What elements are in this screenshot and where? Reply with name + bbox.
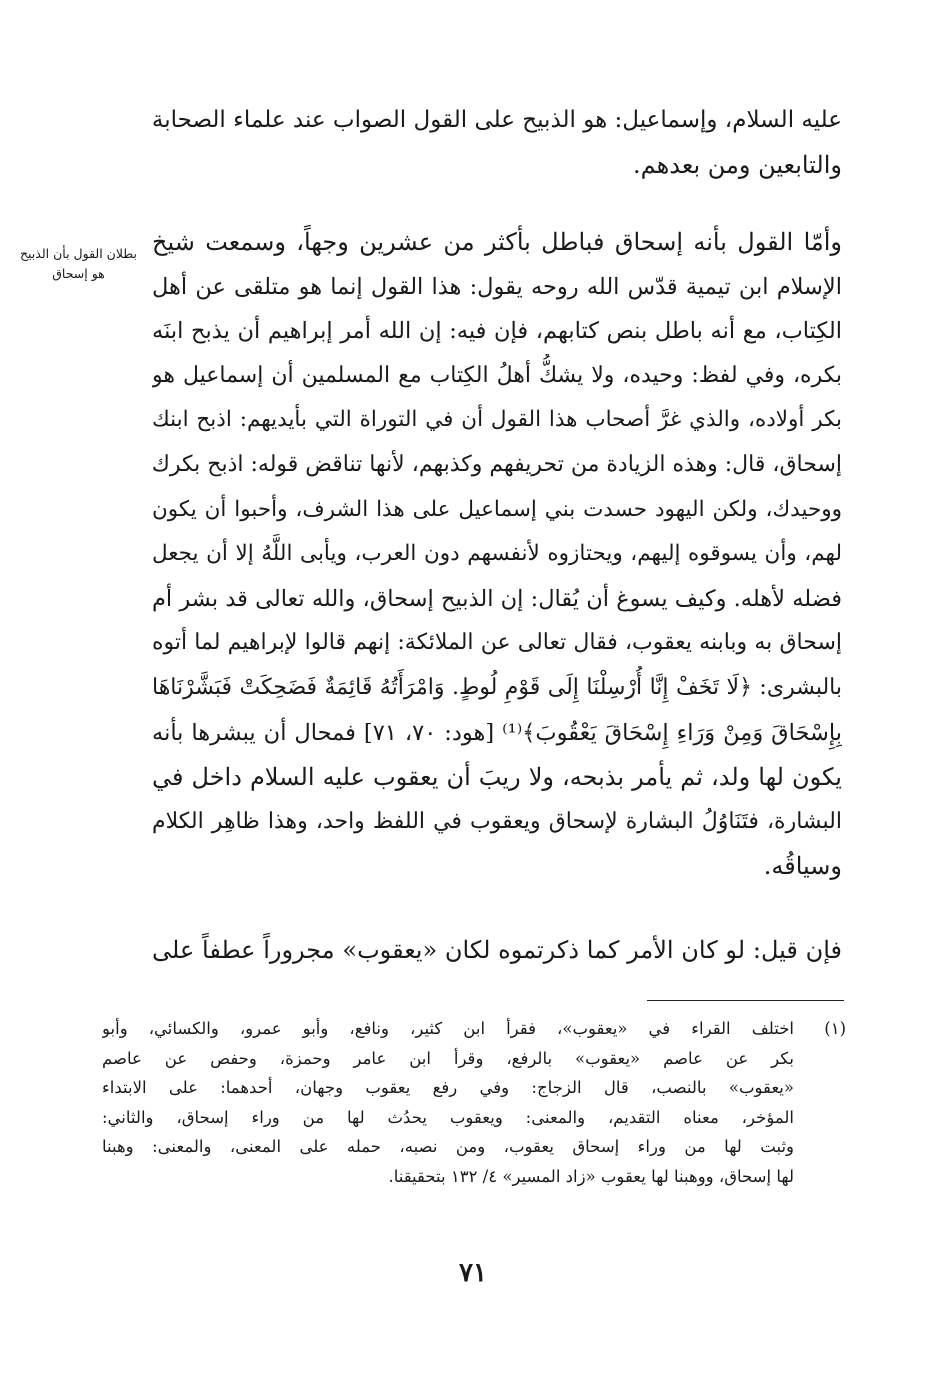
quran-verse-line: بالبشرى: ﴿لَا تَخَفْ إِنَّا أُرْسِلْنَا إِلَى قَوْمِ لُوطٍ. وَامْرَأَتُهُ قَائِمَةٌ فَضَحِكَتْ فَبَشَّرْنَاهَا	[152, 674, 842, 700]
quran-verse-line: بِإِسْحَاقَ وَمِنْ وَرَاءِ إِسْحَاقَ يَعْقُوبَ﴾⁽¹⁾ [هود: ٧٠، ٧١] فمحال أن يبشرها بأنه	[152, 719, 842, 746]
text-line: فإن قيل: لو كان الأمر كما ذكرتموه لكان «يعقوب» مجروراً عطفاً على	[152, 936, 842, 964]
footnote-line: وثبت لها من وراء إسحاق يعقوب، ومن نصبه، حمله على المعنى، والمعنى: وهبنا	[102, 1137, 794, 1156]
paragraph-1	[152, 98, 842, 187]
footnote-line: المؤخر، معناه التقديم، والمعنى: ويعقوب يحدُث لها من وراء إسحاق، والثاني:	[102, 1107, 794, 1127]
paragraph-2	[152, 220, 842, 889]
footnote	[102, 1014, 846, 1191]
text-line: يكون لها ولد، ثم يأمر بذبحه، ولا ريبَ أن يعقوب عليه السلام داخل في	[152, 763, 842, 792]
text-line: إسحاق به وبابنه يعقوب، فقال تعالى عن الملائكة: إنهم قالوا لإبراهيم لما أتوه	[152, 630, 842, 656]
text-line: وأمّا القول بأنه إسحاق فباطل بأكثر من عشرين وجهاً، وسمعت شيخ	[152, 228, 842, 256]
footnote-number: (١)	[824, 1019, 846, 1038]
text-line: الإسلام ابن تيمية قدّس الله روحه يقول: هذا القول إنما هو متلقى عن أهل	[152, 273, 842, 300]
margin-note	[6, 244, 151, 284]
footnote-divider	[647, 1000, 844, 1001]
text-line: البشارة، فتَنَاوُلُ البشارة لإسحاق ويعقوب في اللفظ واحد، وهذا ظاهِر الكلام	[152, 808, 842, 834]
paragraph-3	[152, 928, 842, 973]
text-line: بكره، وفي لفظ: وحيده، ولا يشكُّ أهلُ الكِتاب مع المسلمين أن إسماعيل هو	[152, 362, 842, 388]
text-line: والتابعين ومن بعدهم.	[633, 150, 842, 179]
footnote-line: بكر عن عاصم «يعقوب» بالرفع، وقرأ ابن عامر وحمزة، وحفص عن عاصم	[102, 1048, 794, 1068]
page-number: ٧١	[459, 1258, 487, 1288]
footnote-body	[102, 1014, 794, 1191]
text-line: فضله لأهله. وكيف يسوغ أن يُقال: إن الذبيح إسحاق، والله تعالى قد بشر أم	[152, 585, 842, 612]
text-line: بكر أولاده، والذي غرَّ أصحاب هذا القول أن في التوراة التي بأيديهم: اذبح ابنك	[152, 407, 842, 433]
text-line: الكِتاب، مع أنه باطل بنص كتابهم، فإن فيه: إن الله أمر إبراهيم أن يذبح ابنَه	[152, 318, 842, 345]
text-line: عليه السلام، وإسماعيل: هو الذبيح على القول الصواب عند علماء الصحابة	[152, 107, 842, 133]
margin-note-line: هو إسحاق	[52, 266, 105, 281]
text-line: وسياقُه.	[763, 852, 842, 881]
footnote-line: لها إسحاق، ووهبنا لها يعقوب «زاد المسير» ٤/ ١٣٢ بتحقيقنا.	[388, 1166, 794, 1186]
text-line: إسحاق، قال: وهذه الزيادة من تحريفهم وكذبهم، لأنها تناقض قوله: اذبح بكرك	[152, 451, 842, 477]
footnote-line: «يعقوب» بالنصب، قال الزجاج: وفي رفع يعقوب وجهان، أحدهما: على الابتداء	[102, 1078, 794, 1097]
text-line: لهم، وأن يسوقوه إليهم، ويحتازوه لأنفسهم دون العرب، ويأبى اللَّهُ إلا أن يجعل	[152, 541, 842, 567]
text-line: ووحيدك، ولكن اليهود حسدت بني إسماعيل على هذا الشرف، وأحبوا أن يكون	[152, 496, 842, 522]
footnote-line: اختلف القراء في «يعقوب»، فقرأ ابن كثير، ونافع، وأبو عمرو، والكسائي، وأبو	[102, 1019, 794, 1038]
margin-note-line: بطلان القول بأن الذبيح	[19, 246, 138, 261]
